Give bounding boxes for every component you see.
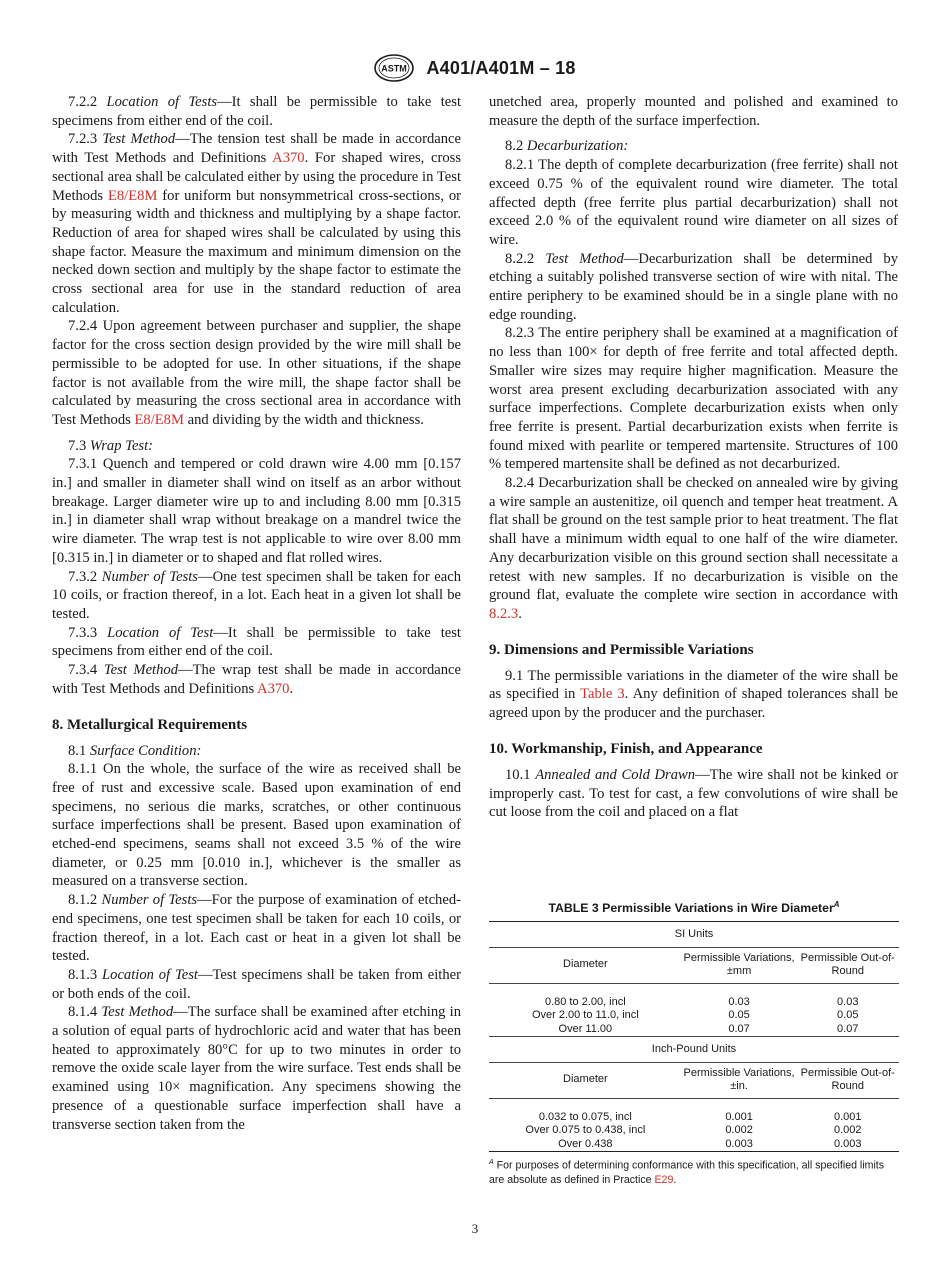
paragraph-7-3-4: 7.3.4 Test Method—The wrap test shall be made in accordance with Test Methods and Definitions A370. bbox=[52, 662, 462, 697]
paragraph-8-1-3: 8.1.3 Location of Test—Test specimens shall be taken from either or both ends of the coil. bbox=[52, 966, 461, 1002]
link-a370-2[interactable]: A370 bbox=[257, 680, 290, 697]
logo-text: ASTM bbox=[381, 63, 408, 74]
table-row: Over 0.438 0.003 0.003 bbox=[558, 1137, 862, 1150]
document-designation: A401/A401M – 18 bbox=[426, 57, 576, 78]
right-column bbox=[489, 93, 898, 822]
paragraph-7-3-2: 7.3.2 Number of Tests—One test specimen shall be taken for each 10 coils, or fraction thereof, in a lot. Each heat in a given lot shall be tested. bbox=[52, 568, 461, 622]
table-3-grid bbox=[489, 921, 899, 1152]
header-cell: Diameter bbox=[489, 947, 682, 983]
table-header-row-inch-pound bbox=[489, 1062, 899, 1098]
header-cell: Permissible Variations, ±mm bbox=[682, 947, 797, 983]
paragraph-7-2-4: 7.2.4 Upon agreement between purchaser and supplier, the shape factor for the cross section design provided by the wire mill shall be permissible to be adopted for use. In other situations, if the shape factor is not available from the wire mill, the shape factor shall be calculated by measuring the cross sectional area in accordance with Test Methods E8/E8M and dividing by the width and thickness. bbox=[52, 318, 461, 428]
paragraph-7-2-2: 7.2.2 Location of Tests—It shall be permissible to take test specimens from either end of the coil. bbox=[52, 94, 461, 129]
paragraph-8-1-2: 8.1.2 Number of Tests—For the purpose of examination of etched-end specimens, one test specimen shall be taken for each 10 coils, or fraction thereof, in a lot. Each cast or heat in a given lot shall be tested. bbox=[52, 892, 461, 965]
table-header-row-si bbox=[489, 947, 899, 983]
paragraph-7-3: 7.3 Wrap Test: bbox=[68, 437, 154, 454]
table-caption: TABLE 3 Permissible Variations in Wire Diameter$^A$ bbox=[548, 900, 840, 916]
link-8-2-3[interactable]: 8.2.3 bbox=[489, 605, 519, 622]
paragraph-8-2-4: 8.2.4 Decarburization shall be checked on annealed wire by giving a wire sample an austenitize, oil quench and temper heat treatment. A flat shall be ground on the test sample prior to heat treatment. The flat shall have a minimum width equal to one half of the wire diameter. Any decarburization visible on this ground section shall necessitate a retest with new samples. If no decarburization is visible on the ground flat, evaluate the complete wire section in accordance with 8.2.3. bbox=[489, 475, 898, 622]
paragraph-10-1: 10.1 Annealed and Cold Drawn—The wire shall not be kinked or improperly cast. To test for cast, a few convolutions of wire shall be cut loose from the coil and placed on a flat bbox=[489, 766, 898, 821]
paragraph-9-1: 9.1 The permissible variations in the diameter of the wire shall be as specified in Table 3. Any definition of shaped tolerances shall be agreed upon by the producer and the purchaser. bbox=[489, 667, 898, 722]
paragraph-7-3-3: 7.3.3 Location of Test—It shall be permissible to take test specimens from either end of the coil. bbox=[52, 624, 461, 660]
table-unit-row-inch-pound: Inch-Pound Units bbox=[489, 1037, 899, 1063]
link-table-3[interactable]: Table 3 bbox=[580, 686, 625, 703]
table-row: 0.032 to 0.075, incl 0.001 0.001 bbox=[538, 1110, 862, 1123]
header-cell: Permissible Out-of-Round bbox=[796, 1062, 899, 1098]
table-row: Over 11.00 0.07 0.07 bbox=[489, 1023, 899, 1037]
paragraph-8-2: 8.2 Decarburization: bbox=[505, 138, 629, 155]
header-cell: Permissible Out-of-Round bbox=[796, 947, 899, 983]
paragraph-8-2-2: 8.2.2 Test Method—Decarburization shall be determined by etching a suitably polished transverse section of wire with nital. The entire periphery to be examined should be in a single plane with no edge rounding. bbox=[489, 250, 898, 323]
table-row: 0.80 to 2.00, incl 0.03 0.03 bbox=[544, 995, 859, 1008]
page-header bbox=[0, 54, 950, 82]
paragraph-8-1: 8.1 Surface Condition: bbox=[68, 742, 202, 759]
astm-logo-icon bbox=[374, 54, 414, 82]
section-heading-9: 9. Dimensions and Permissible Variations bbox=[489, 641, 754, 658]
header-cell: Permissible Variations, ±in. bbox=[682, 1062, 797, 1098]
paragraph-8-1-1: 8.1.1 On the whole, the surface of the wire as received shall be free of rust and excessive scale. Based upon examination of end specimens, no serious die marks, scratches, or other continuous surface imperfections shall be present. Based upon examination of etched-end specimens, seams shall not exceed 3.5 % of the wire diameter, or 0.25 mm [0.010 in.], whichever is the smaller as measured on a transverse section. bbox=[52, 761, 461, 890]
table-row: Over 0.075 to 0.438, incl 0.002 0.002 bbox=[525, 1124, 862, 1137]
paragraph-continuation: unetched area, properly mounted and polished and examined to measure the depth of the surface imperfection. bbox=[489, 94, 898, 129]
paragraph-8-2-1: 8.2.1 The depth of complete decarburization (free ferrite) shall not exceed 0.75 % of the equivalent round wire diameter. The total affected depth (free ferrite plus partial decarburization) shall not exceed 2.0 % of the equivalent round wire diameter on all sizes of wire. bbox=[489, 157, 898, 248]
paragraph-7-2-3: 7.2.3 Test Method—The tension test shall be made in accordance with Test Methods and Definitions A370. For shaped wires, cross sectional area shall be calculated either by using the procedure in Test Methods E8/E8M for uniform but nonsymmetrical cross-sections, or by measuring width and thickness and multiplying by a shape factor. Reduction of area for shaped wires shall be calculated by using this shape factor. Measure the maximum and minimum dimension on the necked down section and multiply by the shape factor to estimate the cross sectional area for use in the standard reduction of area calculation. bbox=[52, 131, 461, 316]
table-3 bbox=[489, 900, 899, 1187]
table-unit-row-si: SI Units bbox=[489, 922, 899, 947]
paragraph-8-1-4: 8.1.4 Test Method—The surface shall be examined after etching in a solution of equal parts of hydrochloric acid and water that has been heated to approximately 80°C for up to two minutes in order to remove the oxide scale layer from the wire surface. Test ends shall be examined using 10× magnification. Any specimens showing the presence of a questionable surface imperfection shall have a transverse section taken from the bbox=[52, 1004, 461, 1133]
section-heading-10: 10. Workmanship, Finish, and Appearance bbox=[489, 740, 763, 757]
table-row: Over 2.00 to 11.0, incl 0.05 0.05 bbox=[531, 1009, 859, 1022]
section-heading-8: 8. Metallurgical Requirements bbox=[52, 716, 248, 733]
paragraph-7-3-1: 7.3.1 Quench and tempered or cold drawn wire 4.00 mm [0.157 in.] and smaller in diameter shall wind on itself as an arbor without breakage. Larger diameter wire up to and including 8.00 mm [0.315 in.] in diameter shall wrap without breakage on a mandrel twice the wire diameter. The wrap test is not applicable to wire over 8.00 mm [0.315 in.] in diameter or to shaped and flat rolled wires. bbox=[52, 456, 461, 566]
left-column bbox=[52, 93, 461, 1134]
header-cell: Diameter bbox=[489, 1062, 682, 1098]
page-number: 3 bbox=[471, 1221, 479, 1236]
paragraph-8-2-3: 8.2.3 The entire periphery shall be examined at a magnification of no less than 100× for depth of free ferrite and total affected depth. Smaller wire sizes may require higher magnification. Measure the worst area present excluding decarburization associated with any surface imperfections. Complete decarburization exists when only free ferrite is present. Partial decarburization exists when ferrite is found mixed with pearlite or tempered martensite. Structures of 100 % tempered martensite shall be defined as not decarburized. bbox=[489, 325, 898, 473]
link-e8-e8m-2[interactable]: E8/E8M bbox=[134, 411, 184, 428]
table-footnote: $^A$ For purposes of determining conformance with this specification, all specified limits are absolute as defined in Practice E29. bbox=[489, 1159, 885, 1186]
link-e29[interactable]: E29 bbox=[654, 1173, 674, 1186]
link-e8-e8m[interactable]: E8/E8M bbox=[107, 187, 158, 204]
link-a370[interactable]: A370 bbox=[272, 150, 305, 167]
